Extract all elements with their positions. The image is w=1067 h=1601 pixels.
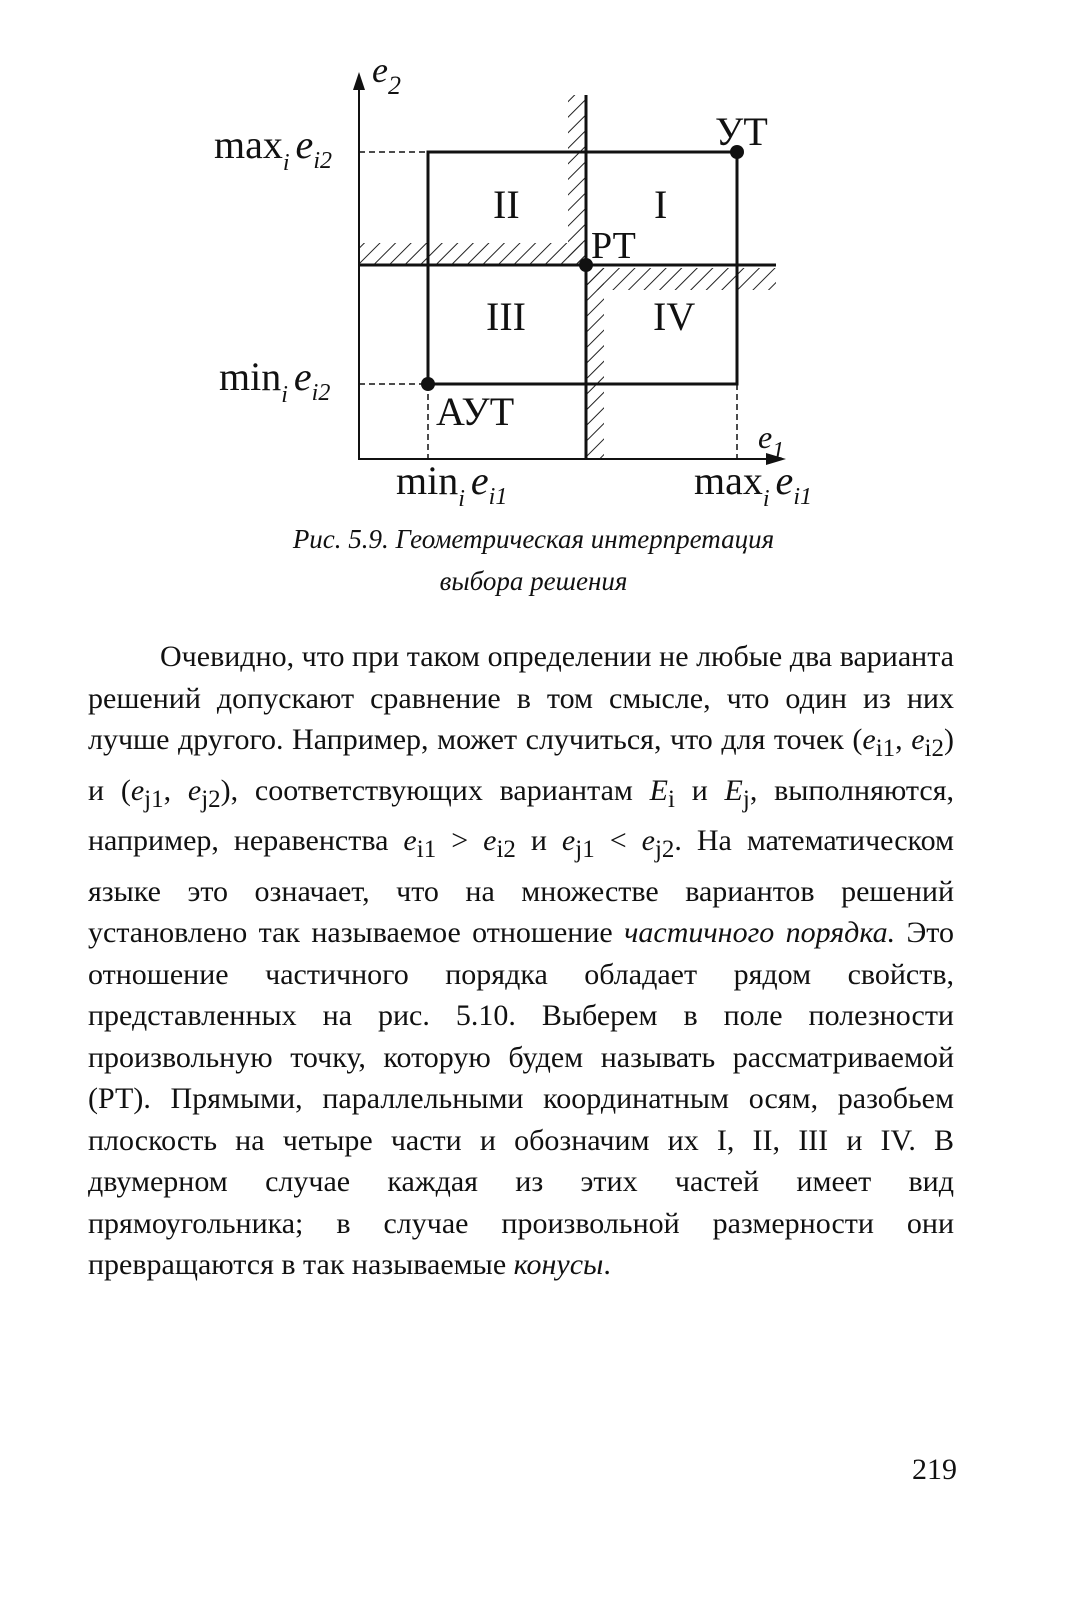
pt-label: РТ: [591, 225, 636, 267]
hatch-vertical-lower: [586, 268, 604, 460]
hatch-vertical-upper: [568, 95, 586, 265]
geometric-figure: [0, 0, 1067, 520]
region-iv-label: IV: [653, 294, 696, 339]
figure-caption-line2: выбора решения: [439, 566, 628, 596]
y-min-label: $\min_i e_{i2}$: [219, 354, 331, 408]
region-i-label: I: [654, 182, 668, 227]
term-partial-order: частичного порядка.: [624, 916, 896, 949]
region-iii-label: III: [486, 294, 526, 339]
term-cones: конусы: [513, 1248, 604, 1281]
x-max-label: $\max_i e_{i1}$: [694, 458, 812, 512]
aut-label: АУТ: [436, 389, 515, 434]
page-number: 219: [912, 1453, 957, 1486]
body-text: [88, 636, 954, 1286]
point-aut: [421, 377, 435, 391]
y-axis-arrow: [353, 72, 365, 90]
figure-caption-line1: Рис. 5.9. Геометрическая интерпретация: [292, 524, 775, 554]
x-axis-label: $e_1$: [758, 419, 785, 464]
x-min-label: $\min_i e_{i1}$: [396, 458, 508, 512]
hatch-horizontal-right: [586, 268, 776, 290]
paragraph: Очевидно, что при таком определении не любые два варианта решений допускают сравнение в том смысле, что один из них лучше другого. Например, может случиться, что для точек ($e_{i1}$, $e_{i2}$) и ($e_{j1}$, $e_{j2}$), соответствующих вариантам $E_i$ и $E_j$, выполняются, например, неравенства $e_{i1} > e_{i2}$ и $e_{j1} < e_{j2}$. На математическом языке это означает, что на множестве вариантов решений установлено так называемое отношение частичного порядка. Это отношение частичного порядка обладает рядом свойств, представленных на рис. 5.10. Выберем в поле полезности произвольную точку, которую будем называть рассматриваемой (РТ). Прямыми, параллельными координатным осям, разобьем плоскость на четыре части и обозначим их I, II, III и IV. В двумерном случае каждая из этих частей имеет вид прямоугольника; в случае произвольной размерности они превращаются в так называемые конусы.: [88, 640, 955, 1281]
y-max-label: $\max_i e_{i2}$: [214, 122, 332, 176]
y-axis-label: $e_2$: [372, 50, 401, 100]
ut-label: УТ: [715, 109, 768, 154]
region-ii-label: II: [493, 182, 520, 227]
hatch-horizontal-left: [360, 243, 586, 265]
